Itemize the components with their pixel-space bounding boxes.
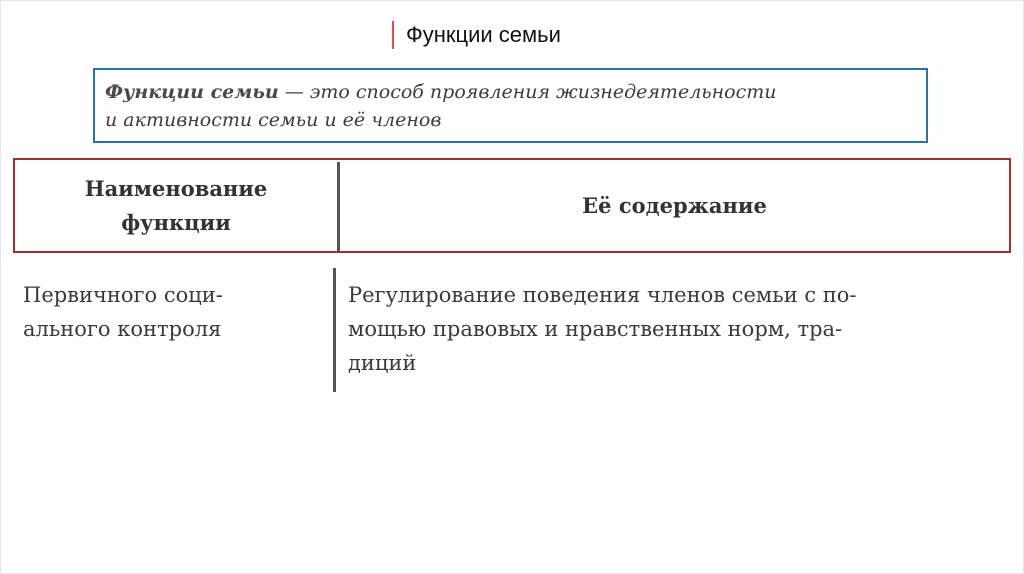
slide-title: Функции семьи	[406, 22, 561, 47]
table-row	[13, 268, 1011, 392]
definition-text: — это способ проявления жизнедеятельности и активности семьи и её членов	[105, 81, 777, 131]
definition-box	[93, 68, 928, 143]
header-content	[340, 160, 1009, 251]
slide-title-block	[392, 20, 561, 50]
title-accent-bar	[392, 21, 394, 49]
header-function-name	[15, 160, 337, 251]
row-divider	[333, 268, 336, 392]
header-content-label: Её содержание	[582, 192, 767, 218]
definition-term: Функции семьи	[105, 81, 279, 103]
row-function-name: Первичного соци- ального контроля	[23, 283, 223, 341]
header-function-name-label: Наименование функции	[84, 175, 268, 235]
row-function-content: Регулирование поведения членов семьи с по- мощью правовых и нравственных норм, тра- диций	[348, 283, 857, 375]
table-header	[13, 158, 1011, 253]
